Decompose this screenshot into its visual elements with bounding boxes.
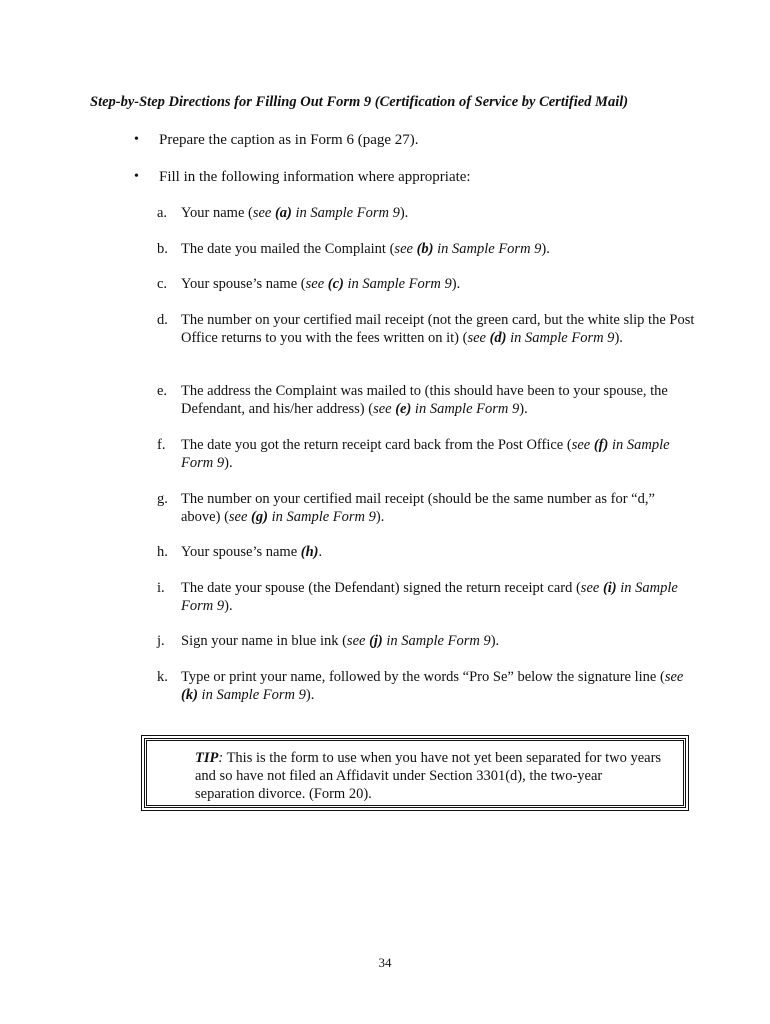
item-text: The date you mailed the Complaint (see (b) in Sample Form 9). xyxy=(181,241,550,257)
item-text: The number on your certified mail receipt (should be the same number as for “d,” above) (see (g) in Sample Form 9). xyxy=(181,491,655,525)
item-text: The date you got the return receipt card back from the Post Office (see (f) in Sample Form 9). xyxy=(181,437,670,471)
item-letter: a. xyxy=(157,205,168,221)
item-letter: h. xyxy=(157,544,168,560)
item-text: Sign your name in blue ink (see (j) in Sample Form 9). xyxy=(181,633,500,649)
item-letter: k. xyxy=(157,669,168,685)
tip-text: TIP: This is the form to use when you have not yet been separated for two years and so have not filed an Affidavit under Section 3301(d), the two-year separation divorce. (Form 20). xyxy=(195,750,662,802)
page-number: 34 xyxy=(378,955,392,970)
item-letter: f. xyxy=(157,437,166,453)
item-text: The address the Complaint was mailed to (this should have been to your spouse, the Defendant, and his/her address) (see (e) in Sample Form 9). xyxy=(181,383,668,417)
item-letter: d. xyxy=(157,312,168,328)
item-letter: g. xyxy=(157,491,168,507)
tip-label: TIP xyxy=(195,750,219,766)
tip-box xyxy=(144,738,686,808)
item-text: The number on your certified mail receipt (not the green card, but the white slip the Post Office returns to you with the fees written on it) (see (d) in Sample Form 9). xyxy=(181,312,695,346)
item-text: Type or print your name, followed by the words “Pro Se” below the signature line (see (k) in Sample Form 9). xyxy=(181,669,684,703)
item-letter: e. xyxy=(157,383,168,399)
bullet-icon: • xyxy=(134,169,139,184)
item-letter: i. xyxy=(157,580,165,596)
item-letter: j. xyxy=(157,633,165,649)
item-text: Your name (see (a) in Sample Form 9). xyxy=(181,205,409,221)
section-heading: Step-by-Step Directions for Filling Out Form 9 (Certification of Service by Certified Mail) xyxy=(90,94,629,110)
item-text: The date your spouse (the Defendant) signed the return receipt card (see (i) in Sample Form 9). xyxy=(181,580,678,614)
item-letter: b. xyxy=(157,241,168,257)
item-text: Your spouse’s name (see (c) in Sample Form 9). xyxy=(181,276,461,292)
bullet-icon: • xyxy=(134,132,139,147)
item-letter: c. xyxy=(157,276,168,292)
bullet-text: Fill in the following information where appropriate: xyxy=(159,169,471,185)
bullet-text: Prepare the caption as in Form 6 (page 27). xyxy=(159,132,419,148)
item-text: Your spouse’s name (h). xyxy=(181,544,323,560)
